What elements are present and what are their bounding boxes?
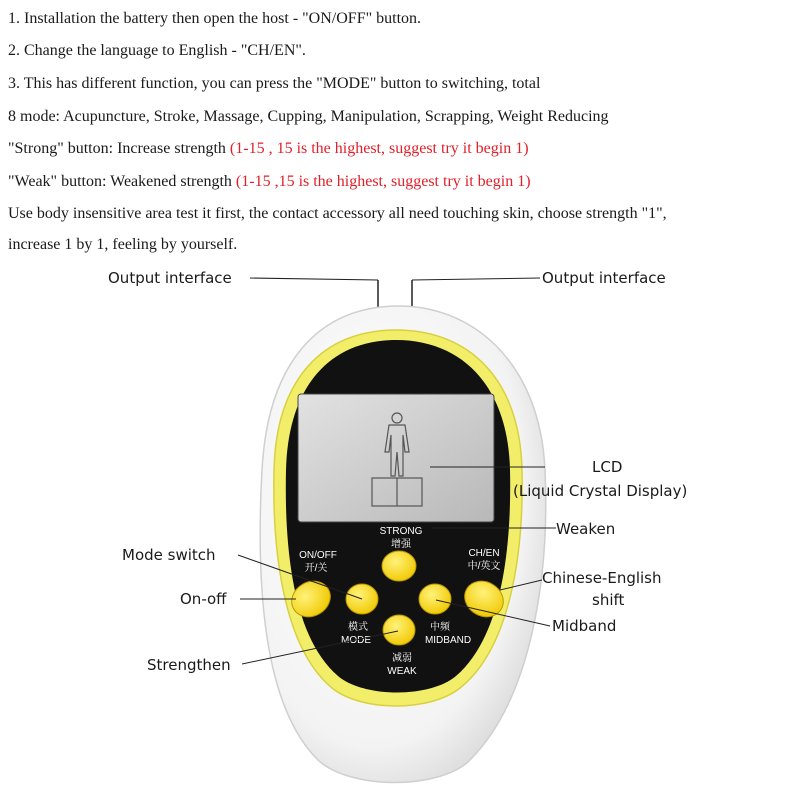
- weak-button[interactable]: [383, 615, 415, 645]
- chen-button-label-cn: 中/英文: [467, 561, 501, 572]
- output-interface-right-label: Output interface: [542, 269, 666, 287]
- mode-button-label-en: MODE: [341, 635, 371, 646]
- weak-button-label-cn: 减弱: [392, 653, 412, 664]
- strong-button[interactable]: [382, 551, 416, 581]
- output-interface-left-label: Output interface: [108, 269, 232, 287]
- instruction-line-2: 2. Change the language to English - "CH/EN".: [8, 42, 306, 59]
- instruction-line-4: 8 mode: Acupuncture, Stroke, Massage, Cupping, Manipulation, Scrapping, Weight Reducing: [8, 108, 609, 125]
- midband-button[interactable]: [419, 584, 451, 614]
- onoff-button-label-en: ON/OFF: [299, 550, 337, 561]
- strong-button-label-en: STRONG: [379, 526, 423, 537]
- on-off-label: On-off: [180, 590, 227, 608]
- instruction-line-8: increase 1 by 1, feeling by yourself.: [8, 236, 238, 253]
- instruction-line-7: Use body insensitive area test it first, the contact accessory all need touching skin, choose strength "1",: [8, 205, 667, 222]
- output-right-callout-line: [412, 278, 540, 280]
- lcd-full-label: (Liquid Crystal Display): [513, 482, 688, 500]
- midband-label: Midband: [552, 617, 617, 635]
- strengthen-label: Strengthen: [147, 656, 231, 674]
- midband-button-label-en: MIDBAND: [424, 635, 472, 646]
- weak-strength-note: (1-15 ,15 is the highest, suggest try it begin 1): [235, 173, 531, 190]
- strong-strength-note: (1-15 , 15 is the highest, suggest try it begin 1): [229, 140, 529, 157]
- weak-button-description: "Weak" button: Weakened strength: [8, 173, 232, 190]
- mode-switch-label: Mode switch: [122, 546, 216, 564]
- onoff-button-label-cn: 开/关: [304, 563, 328, 574]
- weaken-label: Weaken: [556, 520, 616, 538]
- weak-button-label-en: WEAK: [387, 666, 417, 677]
- instruction-line-3: 3. This has different function, you can press the "MODE" button to switching, total: [8, 75, 541, 92]
- midband-button-label-cn: 中频: [430, 622, 450, 633]
- chen-button-label-en: CH/EN: [468, 548, 500, 559]
- instruction-line-1: 1. Installation the battery then open the host - "ON/OFF" button.: [8, 10, 422, 27]
- strong-button-label-cn: 增强: [391, 539, 411, 550]
- lcd-label: LCD: [592, 458, 623, 476]
- chinese-english-label-line2: shift: [592, 591, 625, 609]
- output-left-callout-line: [250, 278, 378, 280]
- chinese-english-label-line1: Chinese-English: [542, 569, 662, 587]
- strong-button-description: "Strong" button: Increase strength: [8, 140, 226, 157]
- mode-button-label-cn: 模式: [348, 622, 368, 633]
